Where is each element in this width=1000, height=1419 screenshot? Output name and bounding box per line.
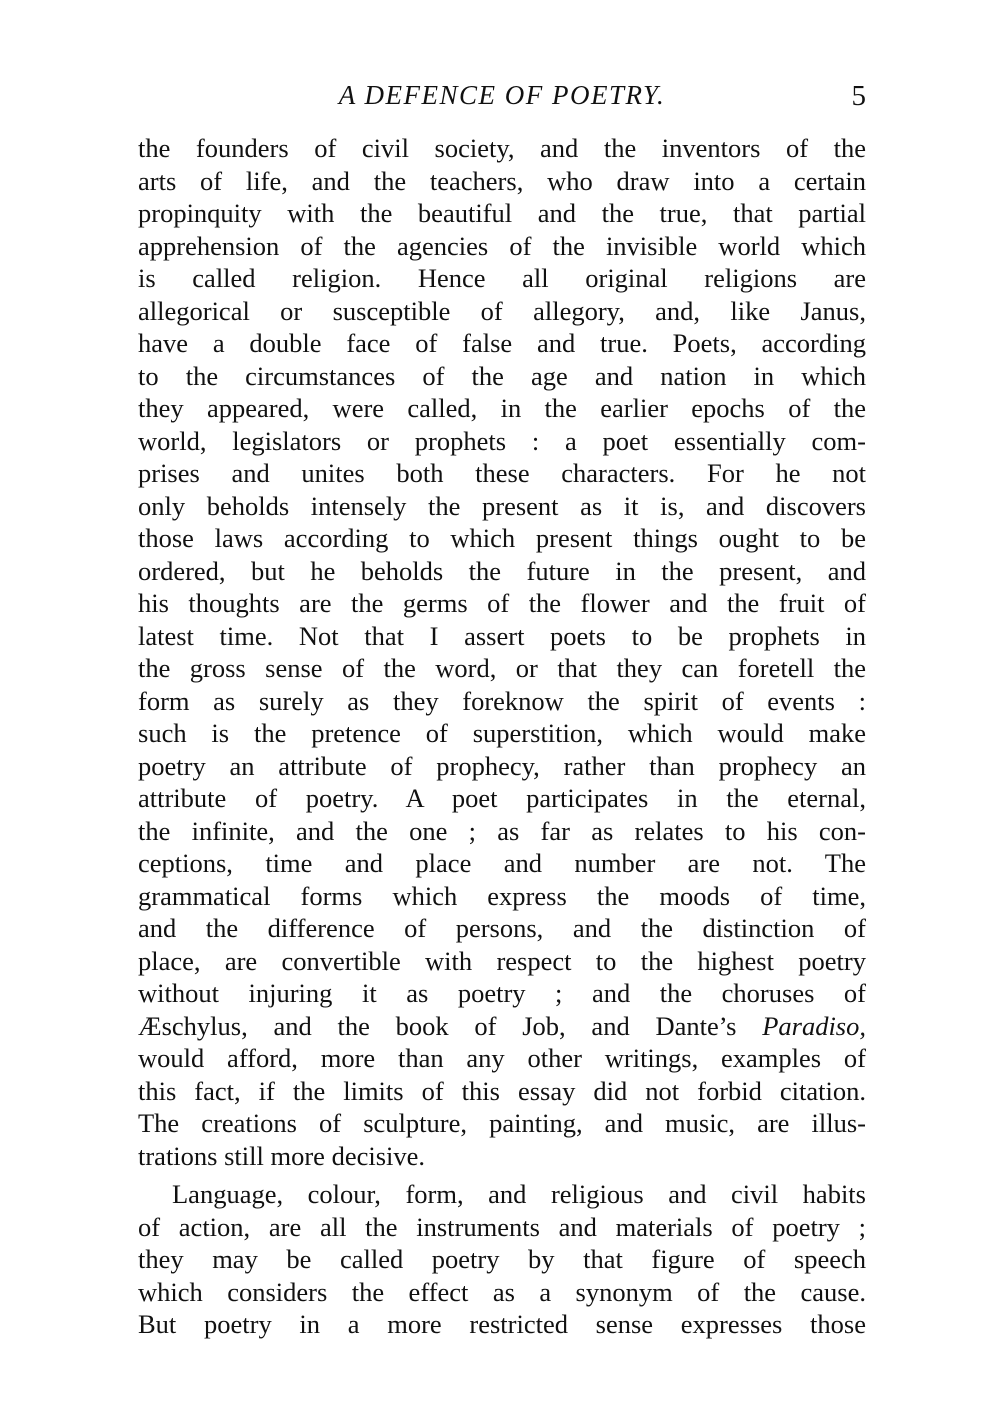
text-line: is called religion. Hence all original religions are [138,263,866,293]
text-segment: Æschylus, and the book of Job, and Dante’s [138,1010,737,1041]
text-line: The creations of sculpture, painting, and music, are illus- [138,1108,866,1138]
text-line: they appeared, were called, in the earlier epochs of the [138,393,866,423]
text-line: only beholds intensely the present as it is, and discovers [138,490,866,521]
text-line: of action, are all the instruments and materials of poetry ; [138,1211,866,1242]
text-line: those laws according to which present things ought to be [138,523,866,553]
text-line: place, are convertible with respect to the highest poetry [138,945,866,976]
text-line: arts of life, and the teachers, who draw into a certain [138,165,866,196]
text-line: attribute of poetry. A poet participates in the eternal, [138,783,866,813]
text-line: apprehension of the agencies of the invisible world which [138,230,866,261]
text-line: world, legislators or prophets : a poet essentially com- [138,425,866,456]
running-title: A DEFENCE OF POETRY. [338,80,666,110]
text-line: latest time. Not that I assert poets to be prophets in [138,620,866,651]
text-line: Language, colour, form, and religious and civil habits [172,1179,866,1209]
paragraph-2 [138,1178,866,1341]
text-line: which considers the effect as a synonym of the cause. [138,1276,866,1307]
text-line: this fact, if the limits of this essay did not forbid citation. [138,1075,866,1106]
text-line: ceptions, time and place and number are not. The [138,848,866,878]
text-line: the infinite, and the one ; as far as relates to his con- [138,815,866,846]
page-number: 5 [851,80,866,112]
body-text [138,132,866,1341]
text-line: would afford, more than any other writings, examples of [138,1043,866,1073]
text-line: his thoughts are the germs of the flower and the fruit of [138,588,866,618]
running-head [138,80,866,116]
text-line: trations still more decisive. [138,1140,426,1171]
text-line: poetry an attribute of prophecy, rather than prophecy an [138,750,866,781]
text-line: have a double face of false and true. Poets, according [138,328,866,358]
text-line: they may be called poetry by that figure of speech [138,1244,866,1274]
text-line: prises and unites both these characters. For he not [138,458,866,488]
work-title-paradiso: Paradiso, [762,1010,866,1041]
text-line: form as surely as they foreknow the spirit of events : [138,685,866,716]
text-line: ordered, but he beholds the future in the present, and [138,555,866,586]
paragraph-1 [138,132,866,1172]
text-line: grammatical forms which express the moods of time, [138,880,866,911]
text-line: the gross sense of the word, or that they can foretell the [138,653,866,683]
text-line: without injuring it as poetry ; and the choruses of [138,978,866,1008]
text-line: the founders of civil society, and the inventors of the [138,133,866,163]
text-line: to the circumstances of the age and nation in which [138,360,866,391]
text-line: allegorical or susceptible of allegory, and, like Janus, [138,295,866,326]
text-line: But poetry in a more restricted sense expresses those [138,1309,866,1339]
text-line-with-title [138,1010,866,1043]
text-line: such is the pretence of superstition, which would make [138,718,866,748]
text-line: and the difference of persons, and the distinction of [138,913,866,943]
text-line: propinquity with the beautiful and the true, that partial [138,198,866,228]
